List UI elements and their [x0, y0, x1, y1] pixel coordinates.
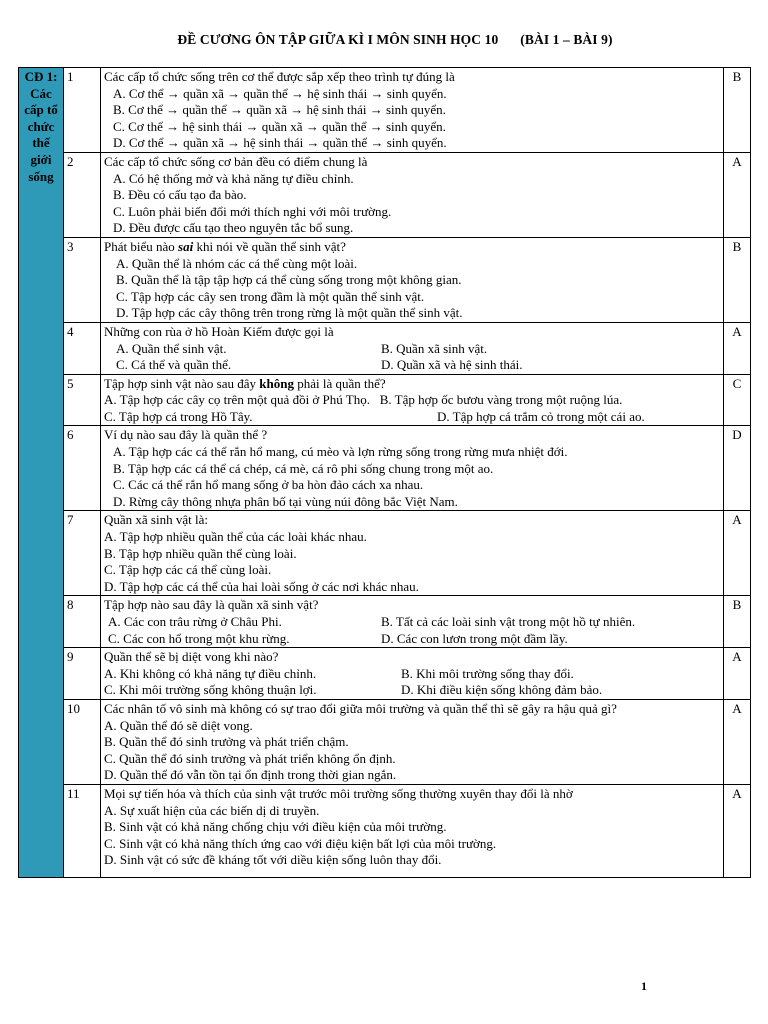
option-b: B. Tập hợp nhiều quần thể cùng loài. [104, 545, 297, 561]
question-content [101, 152, 724, 237]
question-content [101, 322, 724, 374]
question-row [19, 426, 751, 511]
answer-key: A [724, 322, 751, 374]
question-row [19, 784, 751, 877]
question-content [101, 511, 724, 596]
option-pair [104, 682, 720, 699]
option-a: A. Tập hợp các cá thể rắn hổ mang, cú mèo và lợn rừng sống trong rừng mưa nhiệt đới. [113, 444, 568, 460]
question-row [19, 596, 751, 648]
question-number: 4 [64, 322, 101, 374]
option-b: B. Tất cả các loài sinh vật trong một hồ tự nhiên. [381, 614, 636, 629]
page-title [0, 32, 768, 48]
stem-emphasis: không [259, 375, 294, 391]
option-pair [104, 341, 720, 358]
question-stem: Các nhân tố vô sinh mà không có sự trao đổi giữa môi trường và quần thể thì sẽ gây ra hậu quả gì? [104, 700, 617, 716]
option-c: C. Tập hợp cá trong Hồ Tây. [104, 408, 253, 424]
option-c: C. Các cá thể rắn hổ mang sống ở ba hòn đảo cách xa nhau. [113, 477, 424, 493]
stem-part: phải là quần thể? [293, 375, 386, 391]
spacer [104, 869, 720, 877]
question-number: 2 [64, 152, 101, 237]
option-pair [104, 357, 720, 374]
topic-label: CĐ 1: Các cấp tổ chức thế giới sống [19, 68, 64, 878]
question-content [101, 68, 724, 153]
question-stem [104, 239, 720, 256]
option-c: C. Cơ thể → hệ sinh thái → quần xã → quần thể → sinh quyển. [113, 118, 446, 134]
option-c: C. Khi môi trường sống không thuận lợi. [104, 682, 317, 698]
question-content [101, 237, 724, 322]
option-d: D. Tập hợp cá trắm cỏ trong một cái ao. [437, 408, 645, 424]
option-c: C. Các con hổ trong một khu rừng. [108, 630, 290, 646]
stem-part: Tập hợp sinh vật nào sau đây [104, 375, 260, 391]
question-number: 7 [64, 511, 101, 596]
option-d: D. Sinh vật có sức đề kháng tốt với diều kiện sống luôn thay đổi. [104, 852, 442, 868]
question-row [19, 322, 751, 374]
answer-key: D [724, 426, 751, 511]
question-row [19, 152, 751, 237]
option-a: A. Có hệ thống mở và khả năng tự điều chỉnh. [113, 170, 354, 186]
answer-key: A [724, 699, 751, 784]
answer-key: C [724, 374, 751, 426]
question-stem: Những con rùa ở hồ Hoàn Kiếm được gọi là [104, 323, 334, 339]
option-d: D. Khi điều kiện sống không đảm bảo. [401, 682, 603, 698]
question-number: 5 [64, 374, 101, 426]
question-number: 3 [64, 237, 101, 322]
question-stem: Các cấp tổ chức sống trên cơ thể được sắp xếp theo trình tự đúng là [104, 69, 455, 84]
question-stem: Ví dụ nào sau đây là quần thể ? [104, 427, 268, 443]
option-b: B. Quần thể là tập tập hợp cá thể cùng sống trong một không gian. [116, 272, 462, 288]
question-content [101, 699, 724, 784]
stem-part: khi nói về quần thể sinh vật? [193, 238, 346, 254]
question-content [101, 596, 724, 648]
option-d: D. Tập hợp các cá thể của hai loài sống ở các nơi khác nhau. [104, 578, 419, 594]
question-row [19, 648, 751, 700]
option-b: B. Tập hợp ốc bươu vàng trong một ruộng lúa. [379, 392, 623, 408]
option-ab [104, 392, 720, 409]
option-b: B. Quần thể đó sinh trưởng và phát triển chậm. [104, 734, 349, 750]
page-number: 1 [641, 979, 647, 993]
option-a: A. Quần thể sinh vật. [116, 340, 227, 356]
option-c: C. Tập hợp các cây sen trong đầm là một quần thể sinh vật. [116, 288, 425, 304]
question-stem [104, 376, 720, 393]
option-a: A. Tập hợp nhiều quần thể của các loài khác nhau. [104, 529, 367, 545]
option-d: D. Quần thể đó vẫn tồn tại ổn định trong thời gian ngắn. [104, 767, 397, 783]
option-b: B. Khi môi trường sống thay đổi. [401, 665, 574, 681]
option-a: A. Tập hợp các cây cọ trên một quả đồi ở Phú Thọ. [104, 392, 370, 408]
option-d: D. Cơ thể → quần xã → hệ sinh thái → quần thể → sinh quyển. [113, 135, 447, 151]
question-number: 11 [64, 784, 101, 877]
option-c: C. Luôn phải biến đổi mới thích nghi với môi trường. [113, 203, 392, 219]
question-number: 8 [64, 596, 101, 648]
question-stem: Mọi sự tiến hóa và thích của sinh vật trước môi trường sống thường xuyên thay đổi là nhờ [104, 785, 573, 801]
option-d: D. Các con lươn trong một đầm lầy. [381, 630, 568, 646]
question-row [19, 68, 751, 153]
option-pair [104, 666, 720, 683]
option-d: D. Tập hợp các cây thông trên trong rừng là một quần thể sinh vật. [116, 305, 463, 321]
question-stem: Quần xã sinh vật là: [104, 512, 208, 528]
option-c: C. Sinh vật có khả năng thích ứng cao với điệu kiện bất lợi của môi trường. [104, 835, 497, 851]
question-content [101, 426, 724, 511]
option-b: B. Sinh vật có khả năng chống chịu với điều kiện của môi trường. [104, 819, 447, 835]
answer-key: B [724, 237, 751, 322]
question-stem: Quần thể sẽ bị diệt vong khi nào? [104, 649, 279, 665]
option-d: D. Đều được cấu tạo theo nguyên tắc bổ sung. [113, 220, 354, 236]
answer-key: A [724, 511, 751, 596]
option-a: A. Quần thể là nhóm các cá thể cùng một loài. [116, 255, 358, 271]
option-a: A. Khi không có khả năng tự điều chỉnh. [104, 665, 317, 681]
question-stem: Tập hợp nào sau đây là quần xã sinh vật? [104, 597, 319, 613]
option-a: A. Sự xuất hiện của các biến dị di truyền. [104, 802, 320, 818]
question-row [19, 699, 751, 784]
option-c: C. Quần thể đó sinh trưởng và phát triển không ổn định. [104, 750, 396, 766]
option-b: B. Quần xã sinh vật. [381, 340, 488, 356]
question-row [19, 374, 751, 426]
option-pair [104, 409, 720, 426]
stem-emphasis: sai [178, 238, 194, 254]
question-number: 1 [64, 68, 101, 153]
option-b: B. Cơ thể → quần thể → quần xã → hệ sinh thái → sinh quyển. [113, 102, 446, 118]
question-row [19, 511, 751, 596]
question-content [101, 374, 724, 426]
option-a: A. Cơ thể → quần xã → quần thể → hệ sinh thái → sinh quyển. [113, 85, 447, 101]
question-content [101, 784, 724, 877]
question-number: 10 [64, 699, 101, 784]
question-stem: Các cấp tổ chức sống cơ bản đều có điểm chung là [104, 153, 368, 169]
title-range: (BÀI 1 – BÀI 9) [520, 32, 613, 47]
answer-key: B [724, 596, 751, 648]
option-a: A. Quần thể đó sẽ diệt vong. [104, 717, 253, 733]
stem-part: Phát biểu nào [104, 238, 179, 254]
option-c: C. Cá thể và quần thể. [116, 357, 232, 373]
option-b: B. Đều có cấu tạo đa bào. [113, 187, 247, 203]
option-pair [104, 631, 720, 648]
question-number: 9 [64, 648, 101, 700]
question-content [101, 648, 724, 700]
option-a: A. Các con trâu rừng ở Châu Phi. [108, 614, 282, 629]
option-b: B. Tập hợp các cá thể cá chép, cá mè, cá rô phi sống chung trong một ao. [113, 460, 494, 476]
answer-key: A [724, 784, 751, 877]
question-table [18, 67, 751, 878]
option-pair [104, 614, 720, 631]
option-d: D. Rừng cây thông nhựa phân bố tại vùng núi đông bắc Việt Nam. [113, 493, 458, 509]
answer-key: A [724, 152, 751, 237]
answer-key: A [724, 648, 751, 700]
answer-key: B [724, 68, 751, 153]
question-number: 6 [64, 426, 101, 511]
option-c: C. Tập hợp các cá thể cùng loài. [104, 562, 272, 578]
question-row [19, 237, 751, 322]
title-main: ĐỀ CƯƠNG ÔN TẬP GIỮA KÌ I MÔN SINH HỌC 10 [177, 32, 499, 47]
option-d: D. Quần xã và hệ sinh thái. [381, 357, 523, 373]
